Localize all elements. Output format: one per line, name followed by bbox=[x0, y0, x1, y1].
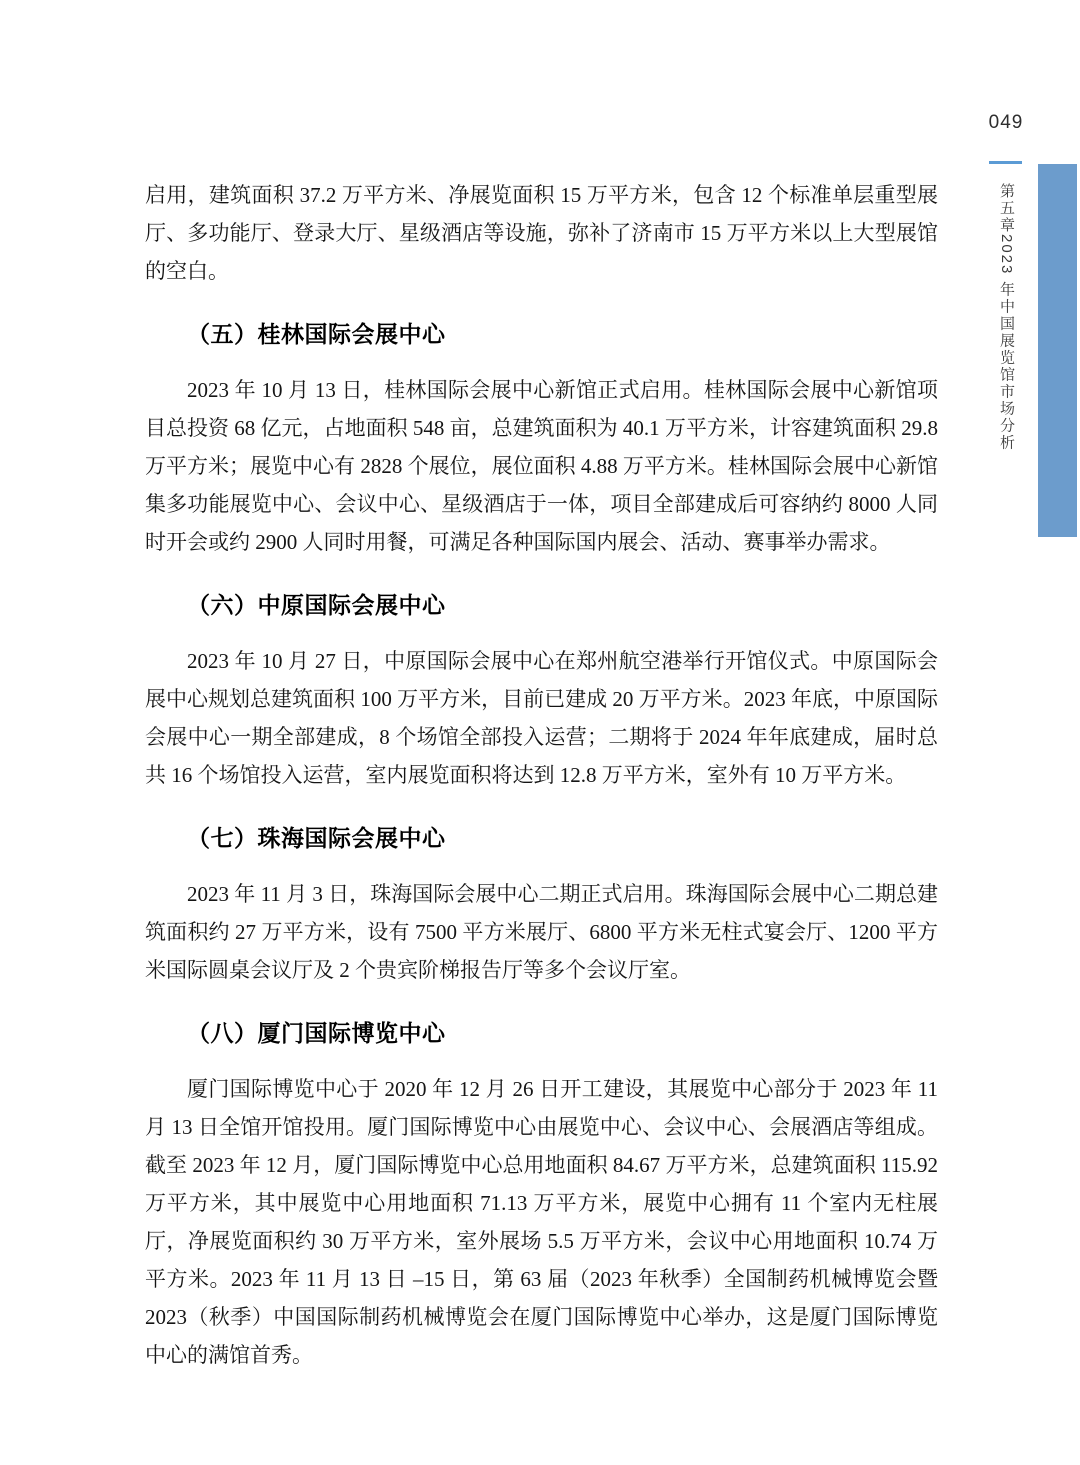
chapter-accent-bar bbox=[1038, 164, 1077, 537]
section-paragraph-guilin: 2023 年 10 月 13 日，桂林国际会展中心新馆正式启用。桂林国际会展中心新馆项目总投资 68 亿元，占地面积 548 亩，总建筑面积为 40.1 万平方米，计容建筑面积 29.8 万平方米；展览中心有 2828 个展位，展位面积 4.88 万平方米。桂林国际会展中心新馆集多功能展览中心、会议中心、星级酒店于一体，项目全部建成后可容纳约 8000 人同时开会或约 2900 人同时用餐，可满足各种国际国内展会、活动、赛事举办需求。 bbox=[145, 378, 938, 554]
section-heading-xiamen: （八）厦门国际博览中心 bbox=[187, 1020, 446, 1046]
main-content bbox=[145, 176, 938, 1374]
page-number-divider bbox=[989, 161, 1022, 164]
section-heading-zhongyuan: （六）中原国际会展中心 bbox=[187, 592, 446, 618]
section-paragraph-xiamen: 厦门国际博览中心于 2020 年 12 月 26 日开工建设，其展览中心部分于 2023 年 11 月 13 日全馆开馆投用。厦门国际博览中心由展览中心、会议中心、会展酒店等组成。截至 2023 年 12 月，厦门国际博览中心总用地面积 84.67 万平方米，总建筑面积 115.92 万平方米，其中展览中心用地面积 71.13 万平方米，展览中心拥有 11 个室内无柱展厅，净展览面积约 30 万平方米，室外展场 5.5 万平方米，会议中心用地面积 10.74 万平方米。2023 年 11 月 13 日 –15 日，第 63 届（2023 年秋季）全国制药机械博览会暨 2023（秋季）中国国际制药机械博览会在厦门国际博览中心举办，这是厦门国际博览中心的满馆首秀。 bbox=[145, 1077, 938, 1367]
intro-paragraph: 启用，建筑面积 37.2 万平方米、净展览面积 15 万平方米，包含 12 个标准单层重型展厅、多功能厅、登录大厅、星级酒店等设施，弥补了济南市 15 万平方米以上大型展馆的空白。 bbox=[145, 183, 938, 283]
section-paragraph-zhuhai: 2023 年 11 月 3 日，珠海国际会展中心二期正式启用。珠海国际会展中心二期总建筑面积约 27 万平方米，设有 7500 平方米展厅、6800 平方米无柱式宴会厅、1200 平方米国际圆桌会议厅及 2 个贵宾阶梯报告厅等多个会议厅室。 bbox=[145, 882, 938, 982]
page-number: 049 bbox=[988, 112, 1024, 133]
section-paragraph-zhongyuan: 2023 年 10 月 27 日，中原国际会展中心在郑州航空港举行开馆仪式。中原国际会展中心规划总建筑面积 100 万平方米，目前已建成 20 万平方米。2023 年底，中原国际会展中心一期全部建成，8 个场馆全部投入运营；二期将于 2024 年年底建成，届时总共 16 个场馆投入运营，室内展览面积将达到 12.8 万平方米，室外有 10 万平方米。 bbox=[145, 649, 938, 787]
chapter-label: 第五章 bbox=[998, 183, 1015, 234]
section-heading-guilin: （五）桂林国际会展中心 bbox=[187, 321, 446, 347]
chapter-sidebar bbox=[994, 183, 1018, 483]
chapter-title: 2023 年中国展览馆市场分析 bbox=[998, 234, 1015, 452]
section-heading-zhuhai: （七）珠海国际会展中心 bbox=[187, 825, 446, 851]
